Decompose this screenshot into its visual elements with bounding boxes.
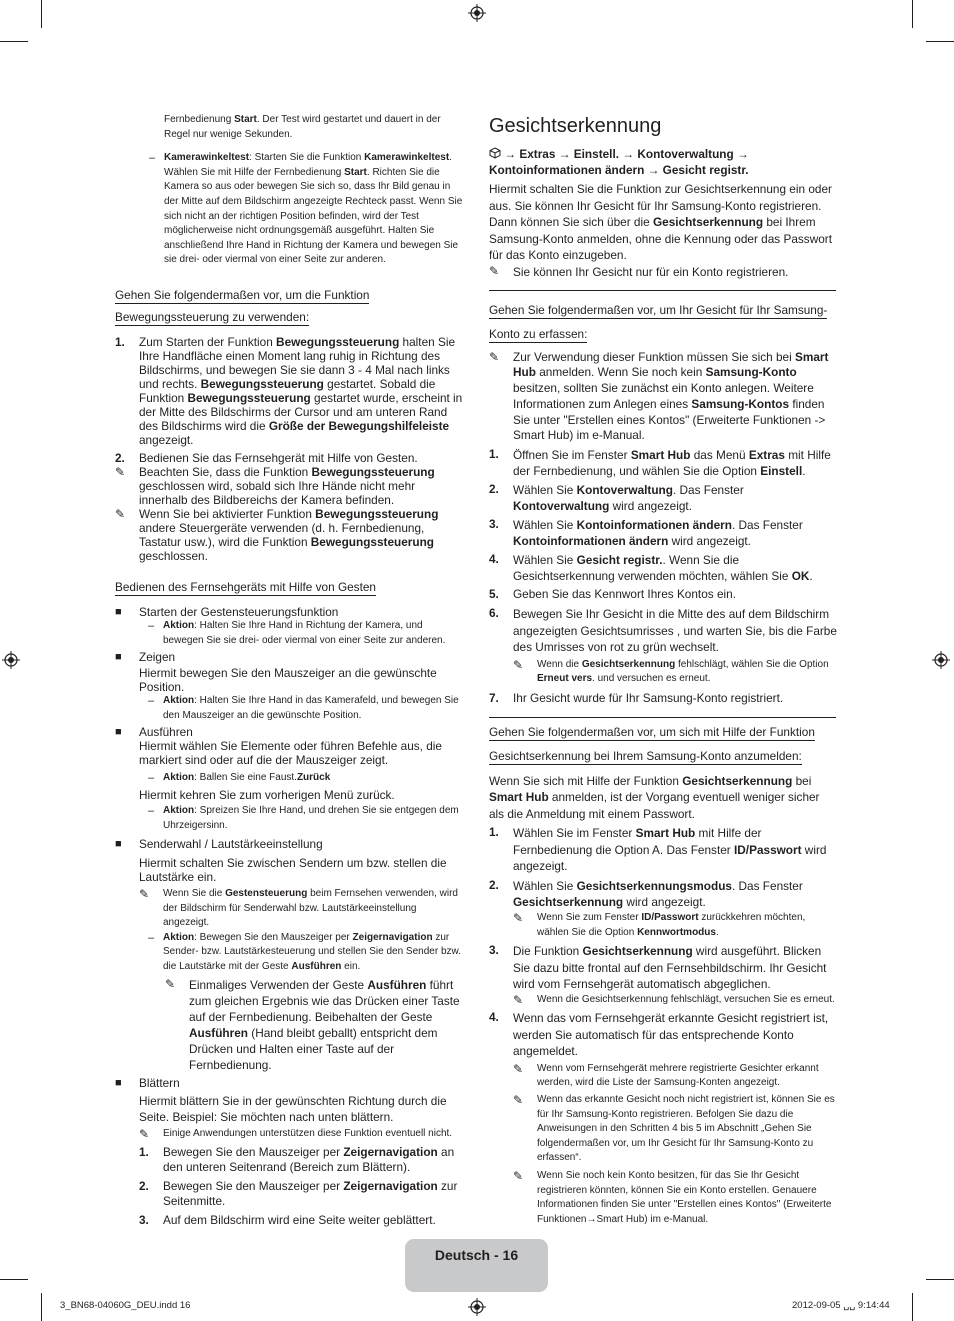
page-number: Deutsch - 16 — [434, 1247, 519, 1263]
registration-mark-icon — [468, 4, 486, 22]
section-heading: Gehen Sie folgendermaßen vor, um Ihr Gesicht für Ihr Samsung- — [489, 302, 828, 317]
square-bullet-icon: ■ — [115, 1076, 122, 1089]
section-heading: Gehen Sie folgendermaßen vor, um sich mit Hilfe der Funktion — [489, 724, 815, 739]
section-heading: Bewegungssteuerung zu verwenden: — [115, 309, 310, 324]
file-info: 3_BN68-04060G_DEU.indd 16 — [60, 1300, 191, 1311]
left-column: Fernbedienung Start. Der Test wird gestartet und dauert in der Regel nur wenige Sekunden. – Kamerawinkeltest: Starten Sie die Funktion Kamerawinkeltest. Wählen Sie mit Hilfe der Fernbedienung Start. Richten Sie die Kamera so aus oder bewegen Sie sich so, dass Ihr Bild genau in der Mitte auf dem Bildschirm angezeigte Rechteck passt. Wenn Sie sich nicht an der richtigen Position befinden, wird der Test möglicherweise nicht ordnungsgemäß ausgeführt. Halten Sie anschließend Ihre Hand in Richtung der Kamera und bewegen Sie sie drei- oder viermal von einer Seite zur anderen. Gehen Sie folgendermaßen vor, um die Funktion Bewegungssteuerung zu verwenden: 1. Zum Starten der Funktion Bewegungssteuerung halten Sie Ihre Handfläche einen Moment lang ruhig in Richtung des Bildschirms, und bewegen Sie sie dann 3 - 4 Mal nach links und rechts. Bewegungssteuerung gestartet. Sobald die Funktion Bewegungssteuerung gestartet wurde, erscheint in der Mitte des Bildschirms der Cursor und am unteren Rand des Bildschirms wird die Größe der Bewegungshilfeleiste angezeigt. 2. Bedienen Sie das Fernsehgerät mit Hilfe von Gesten. ✎ Beachten Sie, dass die Funktion Bewegungssteuerung geschlossen wird, sobald sich Ihre Hände nicht mehr innerhalb des Bildbereichs der Kamera befinden. ✎ Wenn Sie bei aktivierter Funktion Bewegungssteuerung andere Steuergeräte verwenden (d. h. Fernbedienung, Tastatur usw.), wird die Funktion Bewegungssteuerung geschlossen. Bedienen des Fernsehgeräts mit Hilfe von Gesten ■ Starten der Gestensteuerungsfunktion – Aktion: Halten Sie Ihre Hand in Richtung der Kamera, und bewegen Sie sie drei- oder viermal von einer Seite zur anderen. ■ Zeigen Hiermit bewegen Sie den Mauszeiger an die gewünschte Position. – Aktion: Halten Sie Ihre Hand in das Kamerafeld, und bewegen Sie den Mauszeiger an die gewünschte Position. ■ Ausführen Hiermit wählen Sie Elemente oder führen Befehle aus, die markiert sind oder auf die der Mauszeiger zeigt. – Aktion: Ballen Sie eine Faust.Zurück Hiermit kehren Sie zum vorherigen Menü zurück. – Aktion: Spreizen Sie Ihre Hand, und drehen Sie sie entgegen dem Uhrzeigersinn. ■ Senderwahl / Lautstärkeeinstellung Hiermit schalten Sie zwischen Sendern um bzw. stellen die Lautstärke ein. ✎ Wenn Sie die Gestensteuerung beim Fernsehen verwenden, wird der Bildschirm für Senderwahl bzw. Lautstärkeeinstellung angezeigt. – Aktion: Bewegen Sie den Mauszeiger per Zeigernavigation zur Sender- bzw. Lautstärkesteuerung und stellen Sie den Sender bzw. die Lautstärke mit der Geste Ausführen ein. ✎ Einmaliges Verwenden der Geste Ausführen führt zum gleichen Ergebnis wie das Drücken einer Taste auf der Fernbedienung. Beibehalten der Geste Ausführen (Hand bleibt geballt) entspricht dem Drücken und Halten einer Taste auf der Fernbedienung. ■ Blättern Hiermit blättern Sie in der gewünschten Richtung durch die Seite. Beispiel: Sie möchten nach unten blättern. ✎ Einige Anwendungen unterstützen diese Funktion eventuell nicht. 1. Bewegen Sie den Mauszeiger per Zeigernavigation an den unteren Seitenrand (Bereich zum Blättern). 2. Bewegen Sie den Mauszeiger per Zeigernavigation zur Seitenmitte. 3. Auf dem Bildschirm wird eine Seite weiter geblättert. — [115, 114, 463, 1228]
list-item: 3. Auf dem Bildschirm wird eine Seite weiter geblättert. — [139, 1213, 436, 1228]
list-item: ■ Ausführen Hiermit wählen Sie Elemente oder führen Befehle aus, die markiert sind oder auf die der Mauszeiger zeigt. — [115, 725, 442, 768]
crop-mark — [0, 1279, 28, 1280]
note-pencil-icon: ✎ — [139, 887, 150, 902]
list-item: – Aktion: Bewegen Sie den Mauszeiger per Zeigernavigation zur Sender- bzw. Lautstärkesteuerung und stellen Sie den Sender bzw. die Lautstärke mit der Geste Ausführen ein. — [115, 931, 463, 975]
list-item: 3. Die Funktion Gesichtserkennung wird ausgeführt. Blicken Sie dazu bitte frontal auf den Fernsehbildschirm. Ihr Gesicht wird vom Fernsehgerät automatisch abgeglichen. — [489, 943, 827, 992]
crop-mark — [926, 1279, 954, 1280]
note: ✎ Wenn die Gesichtserkennung fehlschlägt, versuchen Sie es erneut. — [513, 992, 835, 1007]
right-column — [489, 113, 837, 1227]
crop-mark — [912, 1293, 913, 1321]
note-pencil-icon: ✎ — [115, 506, 126, 521]
list-item: 4. Wenn das vom Fernsehgerät erkannte Gesicht registriert ist, werden Sie automatisch für das entsprechende Konto angemeldet. — [489, 1010, 829, 1059]
note-pencil-icon: ✎ — [513, 992, 524, 1007]
continued-text: Fernbedienung Start. Der Test wird gestartet und dauert in der Regel nur wenige Sekunden. — [164, 114, 441, 140]
note-pencil-icon: ✎ — [115, 464, 126, 479]
note-pencil-icon: ✎ — [513, 657, 524, 672]
note-pencil-icon: ✎ — [513, 1061, 524, 1076]
list-item: 1. Bewegen Sie den Mauszeiger per Zeigernavigation an den unteren Seitenrand (Bereich zum Blättern). — [139, 1145, 455, 1175]
note-pencil-icon: ✎ — [513, 1092, 524, 1107]
dash-marker: – — [147, 804, 155, 817]
section-heading: Bedienen des Fernsehgeräts mit Hilfe von Gesten — [115, 579, 376, 594]
list-item: – Aktion: Halten Sie Ihre Hand in das Kamerafeld, und bewegen Sie den Mauszeiger an die gewünschte Position. — [115, 694, 463, 723]
crop-mark — [41, 1293, 42, 1321]
list-item: ■ Blättern Hiermit blättern Sie in der gewünschten Richtung durch die Seite. Beispiel: Sie möchten nach unten blättern. — [115, 1075, 447, 1124]
list-item: 2. Wählen Sie Gesichtserkennungsmodus. Das Fenster Gesichtserkennung wird angezeigt. — [489, 877, 803, 910]
list-item: 3. Wählen Sie Kontoinformationen ändern. Das Fenster Kontoinformationen ändern wird angezeigt. — [489, 517, 803, 549]
registration-mark-icon — [468, 1298, 486, 1316]
dash-marker: – — [147, 619, 155, 632]
crop-mark — [0, 41, 28, 42]
list-item: ■ Starten der Gestensteuerungsfunktion — [115, 604, 339, 619]
list-item: 2. Bedienen Sie das Fernsehgerät mit Hilfe von Gesten. — [115, 450, 418, 465]
list-item: 1. Öffnen Sie im Fenster Smart Hub das Menü Extras mit Hilfe der Fernbedienung, und wählen Sie die Option Einstell. — [489, 447, 831, 479]
list-item: 4. Wählen Sie Gesicht registr.. Wenn Sie die Gesichtserkennung verwenden möchten, wählen Sie OK. — [489, 552, 813, 584]
note: ✎ Wenn Sie die Gestensteuerung beim Fernsehen verwenden, wird der Bildschirm für Senderwahl bzw. Lautstärkeeinstellung angezeigt. — [139, 887, 458, 929]
section-heading: Konto zu erfassen: — [489, 326, 588, 341]
page-number-badge — [405, 1239, 548, 1292]
note: ✎ Beachten Sie, dass die Funktion Bewegungssteuerung geschlossen wird, sobald sich Ihre Hände nicht mehr innerhalb des Bildbereichs der Kamera befinden. — [115, 464, 435, 507]
section-divider — [489, 717, 836, 718]
square-bullet-icon: ■ — [115, 651, 122, 664]
list-item: – Aktion: Halten Sie Ihre Hand in Richtung der Kamera, und bewegen Sie sie drei- oder viermal von einer Seite zur anderen. — [115, 619, 463, 648]
menu-path: → Extras → Einstell. → Kontoverwaltung → Kontoinformationen ändern → Gesicht registr. — [489, 147, 749, 177]
note: ✎ Wenn vom Fernsehgerät mehrere registrierte Gesichter erkannt werden, wird die Liste der Samsung-Konten angezeigt. — [513, 1061, 819, 1089]
list-item: ■ Zeigen Hiermit bewegen Sie den Mauszeiger an die gewünschte Position. — [115, 650, 437, 695]
list-item: 5. Geben Sie das Kennwort Ihres Kontos ein. — [489, 587, 736, 602]
timestamp: 2012-09-05 ␣␣ 9:14:44 — [792, 1300, 890, 1311]
dash-marker: – — [147, 695, 155, 708]
note: ✎ Einmaliges Verwenden der Geste Ausführen führt zum gleichen Ergebnis wie das Drücken einer Taste auf der Fernbedienung. Beibehalten der Geste Ausführen (Hand bleibt geballt) entspricht dem Drücken und Halten einer Taste auf der Fernbedienung. — [165, 976, 460, 1072]
list-item: 6. Bewegen Sie Ihr Gesicht in die Mitte des auf dem Bildschirm angezeigten Gesichtsumrisses , und warten Sie, bis die Farbe des Umrisses von rot zu grün wechselt. — [489, 606, 837, 655]
note: ✎ Einige Anwendungen unterstützen diese Funktion eventuell nicht. — [139, 1126, 453, 1141]
crop-mark — [912, 0, 913, 28]
page-title: Gesichtserkennung — [489, 115, 662, 137]
list-item: 2. Bewegen Sie den Mauszeiger per Zeigernavigation zur Seitenmitte. — [139, 1179, 458, 1209]
note: ✎ Wenn die Gesichtserkennung fehlschlägt, wählen Sie die Option Erneut vers. und versuchen es erneut. — [513, 657, 829, 685]
list-item: 7. Ihr Gesicht wurde für Ihr Samsung-Konto registriert. — [489, 690, 784, 705]
note-pencil-icon: ✎ — [513, 1168, 524, 1183]
section-divider — [489, 290, 836, 291]
paragraph: Wenn Sie sich mit Hilfe der Funktion Gesichtserkennung bei Smart Hub anmelden, ist der Vorgang eventuell weniger sicher als die Anmeldung mit einem Passwort. — [489, 773, 820, 821]
note: ✎ Sie können Ihr Gesicht nur für ein Konto registrieren. — [489, 263, 789, 279]
list-item: 1. Wählen Sie im Fenster Smart Hub mit Hilfe der Fernbedienung die Option A. Das Fenster ID/Passwort wird angezeigt. — [489, 825, 827, 874]
list-item: 2. Wählen Sie Kontoverwaltung. Das Fenster Kontoverwaltung wird angezeigt. — [489, 482, 744, 514]
note-pencil-icon: ✎ — [139, 1126, 150, 1141]
registration-mark-icon — [932, 651, 950, 669]
note-pencil-icon: ✎ — [489, 349, 500, 364]
intro-text: Hiermit schalten Sie die Funktion zur Gesichtserkennung ein oder aus. Sie können Ihr Gesicht für Ihr Samsung-Konto registrieren. Dann können Sie sich über die Gesichtserkennung bei Ihrem Samsung-Konto anmelden, ohne die Kennung oder das Passwort für das Konto einzugeben. — [489, 182, 832, 262]
square-bullet-icon: ■ — [115, 838, 122, 851]
note: ✎ Wenn Sie bei aktivierter Funktion Bewegungssteuerung andere Steuergeräte verwenden (d. h. Fernbedienung, Tastatur usw.), wird die Funktion Bewegungssteuerung geschlossen. — [115, 506, 439, 563]
note: ✎ Wenn Sie zum Fenster ID/Passwort zurückkehren möchten, wählen Sie die Option Kennwortmodus. — [513, 910, 806, 938]
note: ✎ Wenn Sie noch kein Konto besitzen, für das Sie Ihr Gesicht registrieren könnten, können Sie ein Konto erstellen. Genauere Informationen finden Sie unter "Erstellen eines Kontos" (Erweiterte Funktionen→Smart Hub) im e-Manual. — [513, 1168, 832, 1225]
list-item: ■ Senderwahl / Lautstärkeeinstellung Hiermit schalten Sie zwischen Sendern um bzw. stellen die Lautstärke ein. — [115, 837, 447, 885]
list-item: – Aktion: Ballen Sie eine Faust.Zurück — [115, 771, 463, 786]
crop-mark — [41, 0, 42, 28]
registration-mark-icon — [2, 651, 20, 669]
note-pencil-icon: ✎ — [165, 976, 176, 991]
list-item: – Kamerawinkeltest: Starten Sie die Funktion Kamerawinkeltest. Wählen Sie mit Hilfe der Fernbedienung Start. Richten Sie die Kamera so aus oder bewegen Sie sich so, dass Ihr Bild genau in der Mitte auf dem Bildschirm angezeigte Rechteck passt. Wenn Sie sich nicht an der richtigen Position befinden, wird der Test möglicherweise nicht ordnungsgemäß ausgeführt. Halten Sie anschließend Ihre Hand in Richtung der Kamera und bewegen Sie sie drei- oder viermal von einer Seite zur anderen. — [115, 151, 463, 268]
dash-marker: – — [147, 931, 155, 944]
square-bullet-icon: ■ — [115, 605, 122, 618]
note-pencil-icon: ✎ — [513, 910, 524, 925]
dash-marker: – — [147, 772, 155, 785]
menu-icon — [489, 147, 501, 159]
crop-mark — [926, 41, 954, 42]
dash-marker: – — [148, 152, 156, 165]
note-pencil-icon: ✎ — [489, 263, 500, 278]
section-heading: Gesichtserkennung bei Ihrem Samsung-Konto anzumelden: — [489, 748, 802, 763]
list-item: 1. Zum Starten der Funktion Bewegungssteuerung halten Sie Ihre Handfläche einen Moment lang ruhig in Richtung des Bildschirms, und bewegen Sie sie dann 3 - 4 Mal nach links und rechts. Bewegungssteuerung gestartet. Sobald die Funktion Bewegungssteuerung gestartet wurde, erscheint in der Mitte des Bildschirms der Cursor und am unteren Rand des Bildschirms wird die Größe der Bewegungshilfeleiste angezeigt. — [115, 334, 463, 447]
note: ✎ Wenn das erkannte Gesicht noch nicht registriert ist, können Sie es für Ihr Samsung-Konto registrieren. Befolgen Sie dazu die Anweisungen in den Schritten 4 bis 5 im Abschnitt „Gehen Sie folgendermaßen vor, um Ihr Gesicht für Ihr Samsung-Konto zu erfassen“. — [513, 1092, 835, 1164]
list-item: – Aktion: Spreizen Sie Ihre Hand, und drehen Sie sie entgegen dem Uhrzeigersinn. — [115, 804, 463, 833]
note: ✎ Zur Verwendung dieser Funktion müssen Sie sich bei Smart Hub anmelden. Wenn Sie noch kein Samsung-Konto besitzen, sollten Sie zunächst ein Konto anlegen. Weitere Informationen zum Anlegen eines Samsung-Kontos finden Sie unter "Erstellen eines Kontos" (Erweiterte Funktionen -> Smart Hub) im e-Manual. — [489, 349, 829, 443]
square-bullet-icon: ■ — [115, 726, 122, 739]
section-heading: Gehen Sie folgendermaßen vor, um die Funktion — [115, 287, 370, 302]
